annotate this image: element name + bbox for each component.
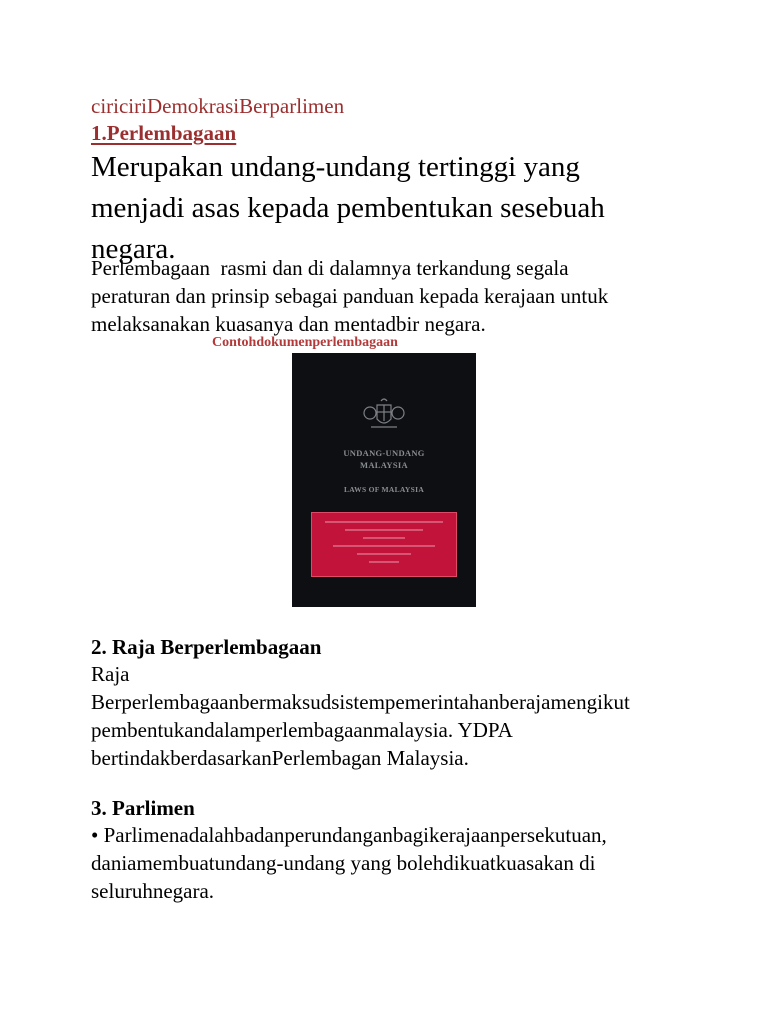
- body-line: bertindakberdasarkanPerlembagan Malaysia.: [91, 746, 469, 770]
- lead-line: menjadi asas kepada pembentukan sesebuah: [91, 192, 605, 224]
- bullet-line: • Parlimenadalahbadanperundanganbagikerajaanpersekutuan,: [91, 823, 607, 847]
- section-1-heading[interactable]: 1.Perlembagaan: [91, 121, 237, 145]
- body-line: peraturan dan prinsip sebagai panduan kepada kerajaan untuk: [91, 284, 609, 308]
- section-2-body: [91, 660, 751, 772]
- book-red-label: [311, 512, 457, 577]
- image-caption: Contohdokumenperlembagaan: [212, 335, 398, 350]
- section-3-heading: 3. Parlimen: [91, 796, 195, 820]
- section-1-lead: [91, 147, 711, 270]
- body-line: Perlembagaan rasmi dan di dalamnya terkandung segala: [91, 256, 569, 280]
- body-line: Berperlembagaanbermaksudsistempemerintahanberajamengikut: [91, 690, 630, 714]
- lead-line: Merupakan undang-undang tertinggi yang: [91, 151, 580, 183]
- section-1-body: [91, 254, 731, 338]
- lead-line: negara.: [91, 233, 176, 265]
- body-line: pembentukandalamperlembagaanmalaysia. YDPA: [91, 718, 513, 742]
- book-title-line: UNDANG-UNDANG: [343, 448, 425, 458]
- book-title-line: MALAYSIA: [360, 460, 408, 470]
- series-title: ciriciriDemokrasiBerparlimen: [91, 94, 345, 118]
- body-line: melaksanakan kuasanya dan mentadbir negara.: [91, 312, 486, 336]
- section-3-body: [91, 821, 751, 905]
- coat-of-arms-icon: [361, 397, 407, 431]
- section-2-heading: 2. Raja Berperlembagaan: [91, 635, 322, 659]
- body-line: Raja: [91, 662, 130, 686]
- body-line: daniamembuatundang-undang yang bolehdikuatkuasakan di: [91, 851, 596, 875]
- book-subtitle: LAWS OF MALAYSIA: [343, 485, 425, 494]
- constitution-book-cover-image: [292, 353, 476, 607]
- body-line: seluruhnegara.: [91, 879, 215, 903]
